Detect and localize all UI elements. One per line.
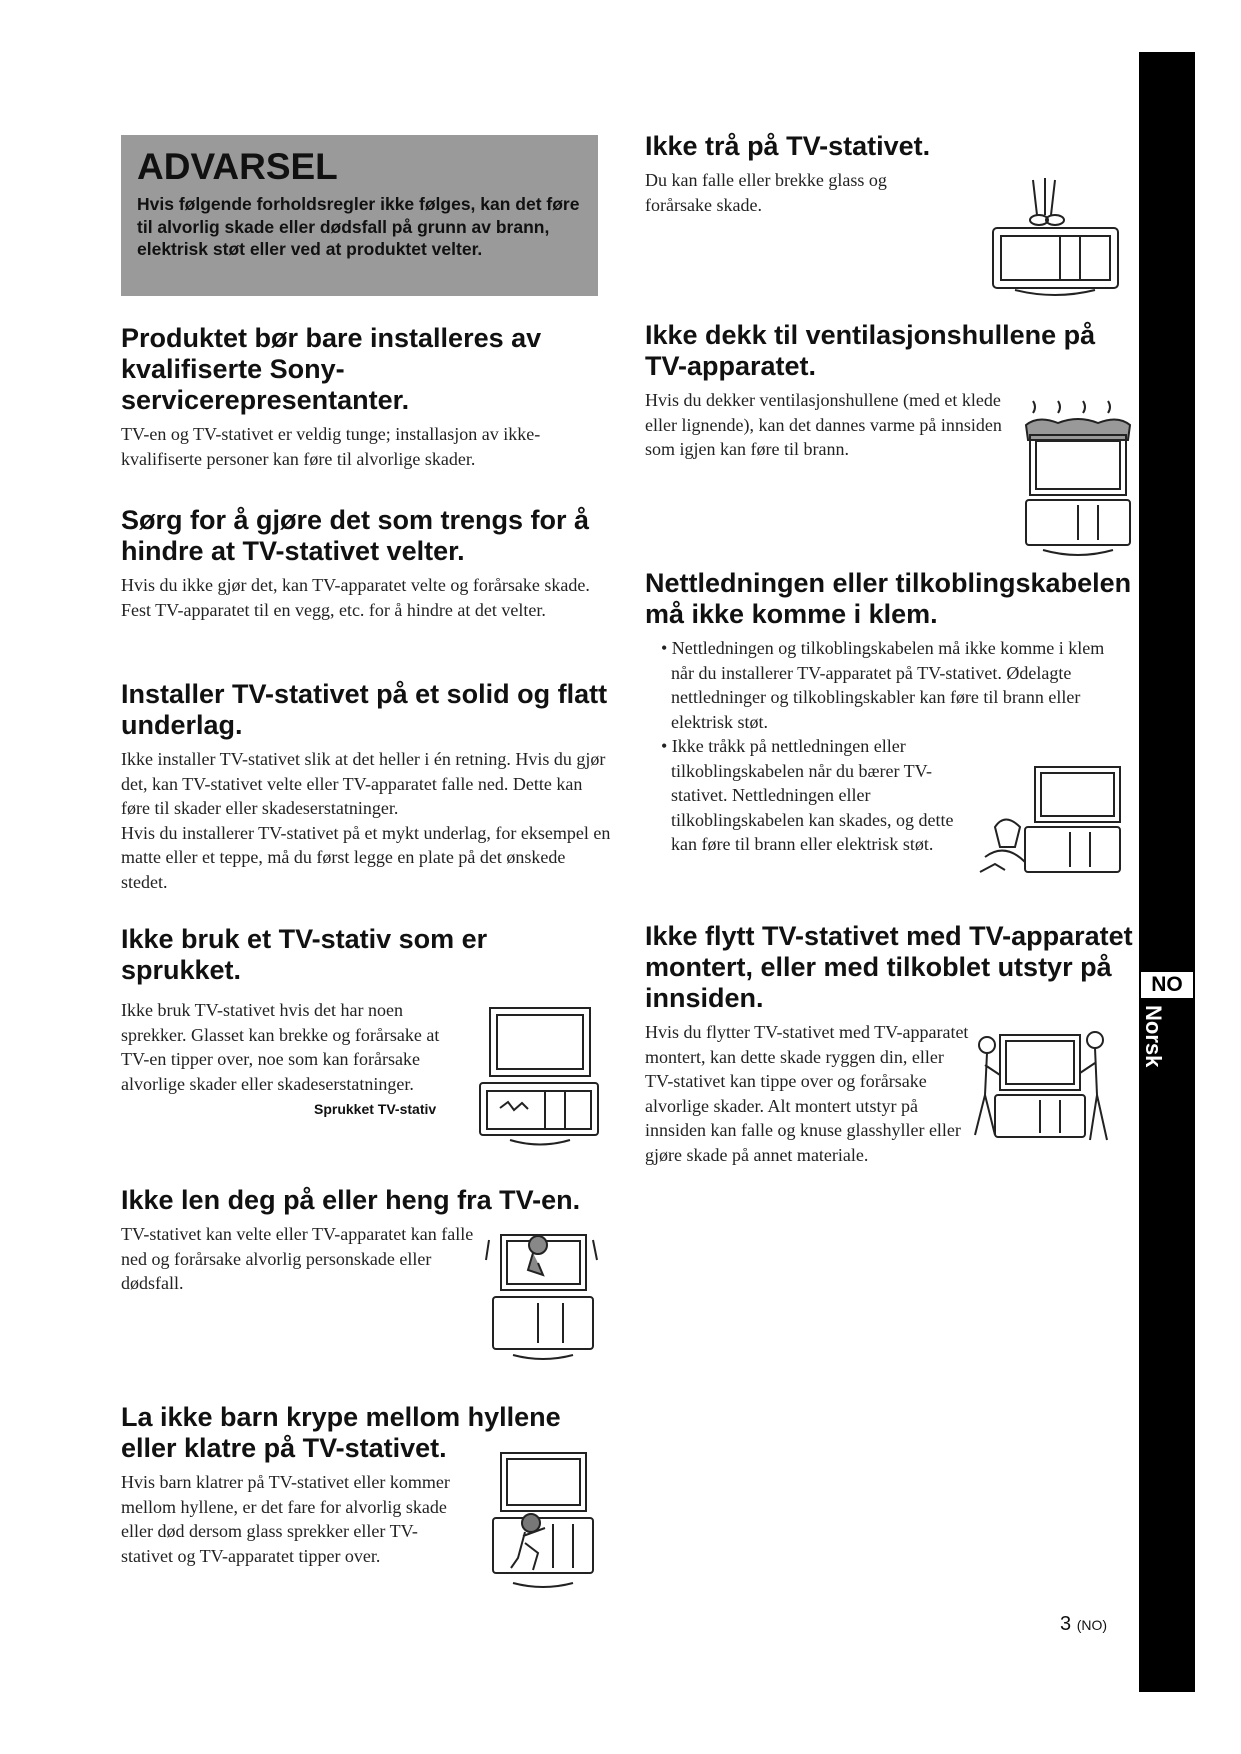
moving-stand-illustration bbox=[965, 1015, 1115, 1155]
section-body: Ikke bruk TV-stativet hvis det har noen sprekker. Glasset kan brekke og forårsake at TV-en tipper over, noe som kan forårsake alvorlige skader eller skadeserstatninger. bbox=[121, 1000, 440, 1094]
section-body-2: Fest TV-apparatet til en vegg, etc. for å hindre at det velter. bbox=[121, 599, 546, 620]
bullet-item: • Nettledningen og tilkoblingskabelen må ikke komme i klem når du installerer TV-apparatet på TV-stativet. Ødelagte nettledninger og tilkoblingskabler kan føre til brann eller elektrisk støt. bbox=[661, 638, 1105, 732]
section-tipping bbox=[121, 505, 611, 622]
section-body-2: Hvis du installerer TV-stativet på et mykt underlag, for eksempel en matte eller et teppe, må du først legge en plate på det ønskede stedet. bbox=[121, 822, 611, 892]
language-label bbox=[1138, 1005, 1196, 1105]
section-heading: Ikke flytt TV-stativet med TV-apparatet montert, eller med tilkoblet utstyr på innsiden. bbox=[645, 921, 1133, 1013]
section-body: Hvis du flytter TV-stativet med TV-apparatet montert, kan dette skade ryggen din, eller TV-stativet kan tippe over og forårsake alvorlige skader. Alt montert utstyr på innsiden kan falle og knuse glasshyller eller gjøre skade på annet materiale. bbox=[645, 1022, 969, 1165]
section-surface bbox=[121, 679, 611, 894]
page-number-value: 3 bbox=[1060, 1613, 1072, 1635]
leaning-on-tv-illustration bbox=[483, 1225, 603, 1365]
section-heading: Ikke trå på TV-stativet. bbox=[645, 131, 931, 161]
section-heading: Ikke dekk til ventilasjonshullene på TV-apparatet. bbox=[645, 320, 1096, 381]
section-body: Hvis du ikke gjør det, kan TV-apparatet velte og forårsake skade. bbox=[121, 575, 590, 595]
section-body: Hvis du dekker ventilasjonshullene (med et klede eller lignende), kan det dannes varme på innsiden som igjen kan føre til brann. bbox=[645, 390, 1002, 459]
step-on-stand-illustration bbox=[975, 170, 1135, 305]
page-number bbox=[1060, 1613, 1107, 1636]
warning-text: Hvis følgende forholdsregler ikke følges, kan det føre til alvorlig skade eller dødsfall på grunn av brann, elektrisk støt eller ved at produktet velter. bbox=[137, 194, 580, 259]
language-side-tab bbox=[1139, 52, 1195, 1692]
section-body: TV-en og TV-stativet er veldig tunge; installasjon av ikke-kvalifiserte personer kan føre til alvorlige skader. bbox=[121, 424, 541, 469]
section-heading: Ikke bruk et TV-stativ som er sprukket. bbox=[121, 924, 488, 985]
section-heading: Produktet bør bare installeres av kvalifiserte Sony-servicerepresentanter. bbox=[121, 323, 542, 415]
section-heading: Nettledningen eller tilkoblingskabelen må ikke komme i klem. bbox=[645, 568, 1132, 629]
section-installation bbox=[121, 323, 601, 471]
section-body: Du kan falle eller brekke glass og forårsake skade. bbox=[645, 170, 887, 215]
language-label-text: Norsk bbox=[1141, 1005, 1166, 1068]
section-heading: Ikke len deg på eller heng fra TV-en. bbox=[121, 1185, 581, 1215]
cable-pinch-illustration bbox=[975, 762, 1125, 882]
section-heading: Sørg for å gjøre det som trengs for å hindre at TV-stativet velter. bbox=[121, 505, 590, 566]
figure-caption: Sprukket TV-stativ bbox=[314, 1101, 437, 1117]
section-body: TV-stativet kan velte eller TV-apparatet kan falle ned og forårsake alvorlig personskade eller dødsfall. bbox=[121, 1224, 474, 1293]
bullet-item: • Ikke tråkk på nettledningen eller tilkoblingskabelen når du bærer TV-stativet. Nettledningen eller tilkoblingskabelen kan skades, og dette kan føre til brann eller elektrisk støt. bbox=[661, 736, 954, 854]
section-heading: La ikke barn krype mellom hyllene eller klatre på TV-stativet. bbox=[121, 1402, 561, 1463]
ventilation-illustration bbox=[1018, 395, 1138, 565]
page-number-suffix: (NO) bbox=[1076, 1617, 1108, 1633]
warning-box bbox=[121, 135, 598, 296]
section-heading: Installer TV-stativet på et solid og flatt underlag. bbox=[121, 679, 608, 740]
child-climbing-illustration bbox=[483, 1448, 603, 1598]
section-body: Hvis barn klatrer på TV-stativet eller kommer mellom hyllene, er det fare for alvorlig skade eller død dersom glass sprekker eller TV-stativet og TV-apparatet tipper over. bbox=[121, 1472, 450, 1566]
warning-title: ADVARSEL bbox=[137, 146, 338, 187]
language-code-badge: NO bbox=[1141, 972, 1193, 998]
cracked-stand-illustration bbox=[470, 1003, 605, 1153]
section-body: Ikke installer TV-stativet slik at det heller i én retning. Hvis du gjør det, kan TV-stativet velte eller TV-apparatet falle ned. Dette kan føre til skader eller skadeserstatninger. bbox=[121, 749, 606, 818]
